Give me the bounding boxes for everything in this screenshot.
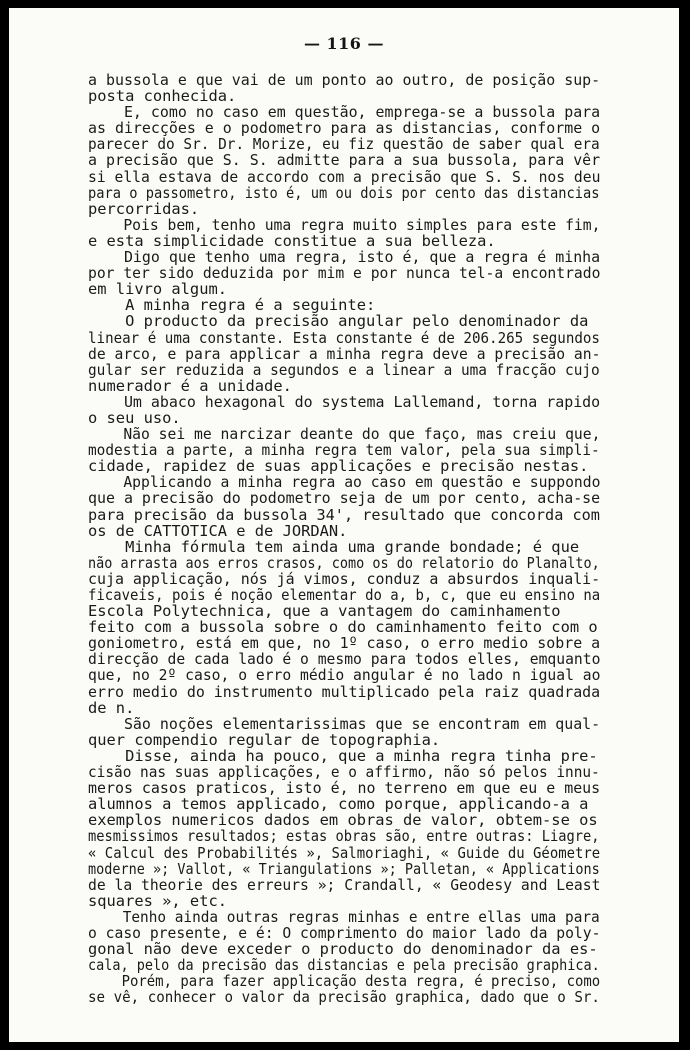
- text-line: Tenho ainda outras regras minhas e entre ellas uma para: [88, 907, 600, 926]
- text-line: de la theorie des erreurs »; Crandall, « Geodesy and Least: [88, 875, 601, 894]
- text-line: Minha fórmula tem ainda uma grande bondade; é que: [88, 537, 580, 556]
- text-line: gonal não deve exceder o producto do denominador da es-: [88, 940, 598, 959]
- text-line: mesmissimos resultados; estas obras são, entre outras: Liagre,: [88, 827, 600, 846]
- text-line: cisão nas suas applicações, e o affirmo, não só pelos innu-: [88, 763, 600, 782]
- text-line: direcção de cada lado é o mesmo para todos elles, emquanto: [88, 650, 601, 669]
- text-line: Pois bem, tenho uma regra muito simples para este fim,: [88, 215, 601, 234]
- text-line: gular ser reduzida a segundos e a linear a uma fracção cujo: [88, 360, 600, 379]
- text-line: percorridas.: [88, 199, 200, 218]
- text-line: por ter sido deduzida por mim e por nunca tel-a encontrado: [88, 264, 601, 283]
- text-line: para precisão da bussola 34', resultado que concorda com: [88, 505, 600, 524]
- text-line: feito com a bussola sobre o do caminhamento feito com o: [88, 618, 598, 637]
- text-line: Escola Polytechnica, que a vantagem do caminhamento: [88, 602, 561, 621]
- text-line: e esta simplicidade constitue a sua belleza.: [88, 231, 496, 250]
- text-line: de n.: [88, 698, 135, 717]
- text-line: moderne »; Vallot, « Triangulations »; Palletan, « Applications: [88, 859, 600, 878]
- text-line: para o passometro, isto é, um ou dois por cento das distancias: [88, 183, 600, 202]
- text-line: a precisão que S. S. admitte para a sua bussola, para vêr: [88, 151, 601, 170]
- text-line: E, como no caso em questão, emprega-se a bussola para: [88, 103, 601, 122]
- text-line: que, no 2º caso, o erro médio angular é no lado n igual ao: [88, 666, 601, 685]
- text-line: Um abaco hexagonal do systema Lallemand, torna rapido: [88, 392, 601, 411]
- text-line: si ella estava de accordo com a precisão que S. S. nos deu: [88, 167, 601, 186]
- text-line: posta conhecida.: [88, 87, 237, 106]
- text-line: cuja applicação, nós já vimos, conduz a absurdos inquali-: [88, 569, 601, 588]
- text-line: a bussola e que vai de um ponto ao outro, de posição sup-: [88, 71, 601, 89]
- body-text: [88, 72, 600, 1005]
- text-line: se vê, conhecer o valor da precisão graphica, dado que o Sr.: [88, 988, 600, 1007]
- text-line: em livro algum.: [88, 280, 227, 299]
- text-line: Digo que tenho uma regra, isto é, que a regra é minha: [88, 248, 601, 267]
- text-line: exemplos numericos dados em obras de valor, obtem-se os: [88, 811, 598, 830]
- text-line: alumnos a temos applicado, como porque, applicando-a a: [88, 795, 589, 814]
- text-line: o caso presente, e é: O comprimento do maior lado da poly-: [88, 923, 601, 942]
- page-number: — 116 —: [303, 34, 385, 53]
- text-line: que a precisão do podometro seja de um por cento, acha-se: [88, 489, 601, 508]
- text-line: « Calcul des Probabilités », Salmoriaghi, « Guide du Géometre: [88, 843, 601, 862]
- text-line: O producto da precisão angular pelo denominador da: [88, 312, 589, 331]
- text-line: modestia a parte, a minha regra tem valor, pela sua simpli-: [88, 441, 600, 460]
- text-line: cidade, rapidez de suas applicações e precisão nestas.: [88, 457, 589, 476]
- text-line: as direcções e o podometro para as distancias, conforme o: [88, 119, 601, 138]
- text-line: quer compendio regular de topographia.: [88, 730, 441, 749]
- text-line: ficaveis, pois é noção elementar do a, b, c, que eu ensino na: [88, 586, 601, 604]
- text-line: A minha regra é a seguinte:: [88, 296, 376, 315]
- text-line: o seu uso.: [88, 408, 181, 427]
- text-line: parecer do Sr. Dr. Morize, eu fiz questão de saber qual era: [88, 135, 600, 154]
- text-line: não arrasta aos erros crasos, como os do relatorio do Planalto,: [88, 553, 600, 572]
- text-line: os de CATTOTICA e de JORDAN.: [88, 521, 348, 540]
- text-line: São noções elementarissimas que se encontram em qual-: [88, 714, 601, 733]
- text-line: goniometro, está em que, no 1º caso, o erro medio sobre a: [88, 634, 601, 653]
- text-line: numerador é a unidade.: [88, 376, 292, 395]
- text-line: squares », etc.: [88, 891, 227, 910]
- text-line: cala, pelo da precisão das distancias e pela precisão graphica.: [88, 956, 600, 975]
- document-page: [9, 8, 679, 1042]
- text-line: Applicando a minha regra ao caso em questão e suppondo: [88, 473, 601, 492]
- text-line: de arco, e para applicar a minha regra deve a precisão an-: [88, 344, 601, 363]
- text-line: erro medio do instrumento multiplicado pela raiz quadrada: [88, 682, 601, 701]
- text-line: Não sei me narcizar deante do que faço, mas creiu que,: [88, 425, 601, 444]
- text-line: Disse, ainda ha pouco, que a minha regra tinha pre-: [88, 746, 598, 765]
- text-line: linear é uma constante. Esta constante é de 206.265 segundos: [88, 328, 600, 347]
- text-line: Porém, para fazer applicação desta regra, é preciso, como: [88, 972, 601, 991]
- text-line: meros casos praticos, isto é, no terreno em que eu e meus: [88, 779, 601, 798]
